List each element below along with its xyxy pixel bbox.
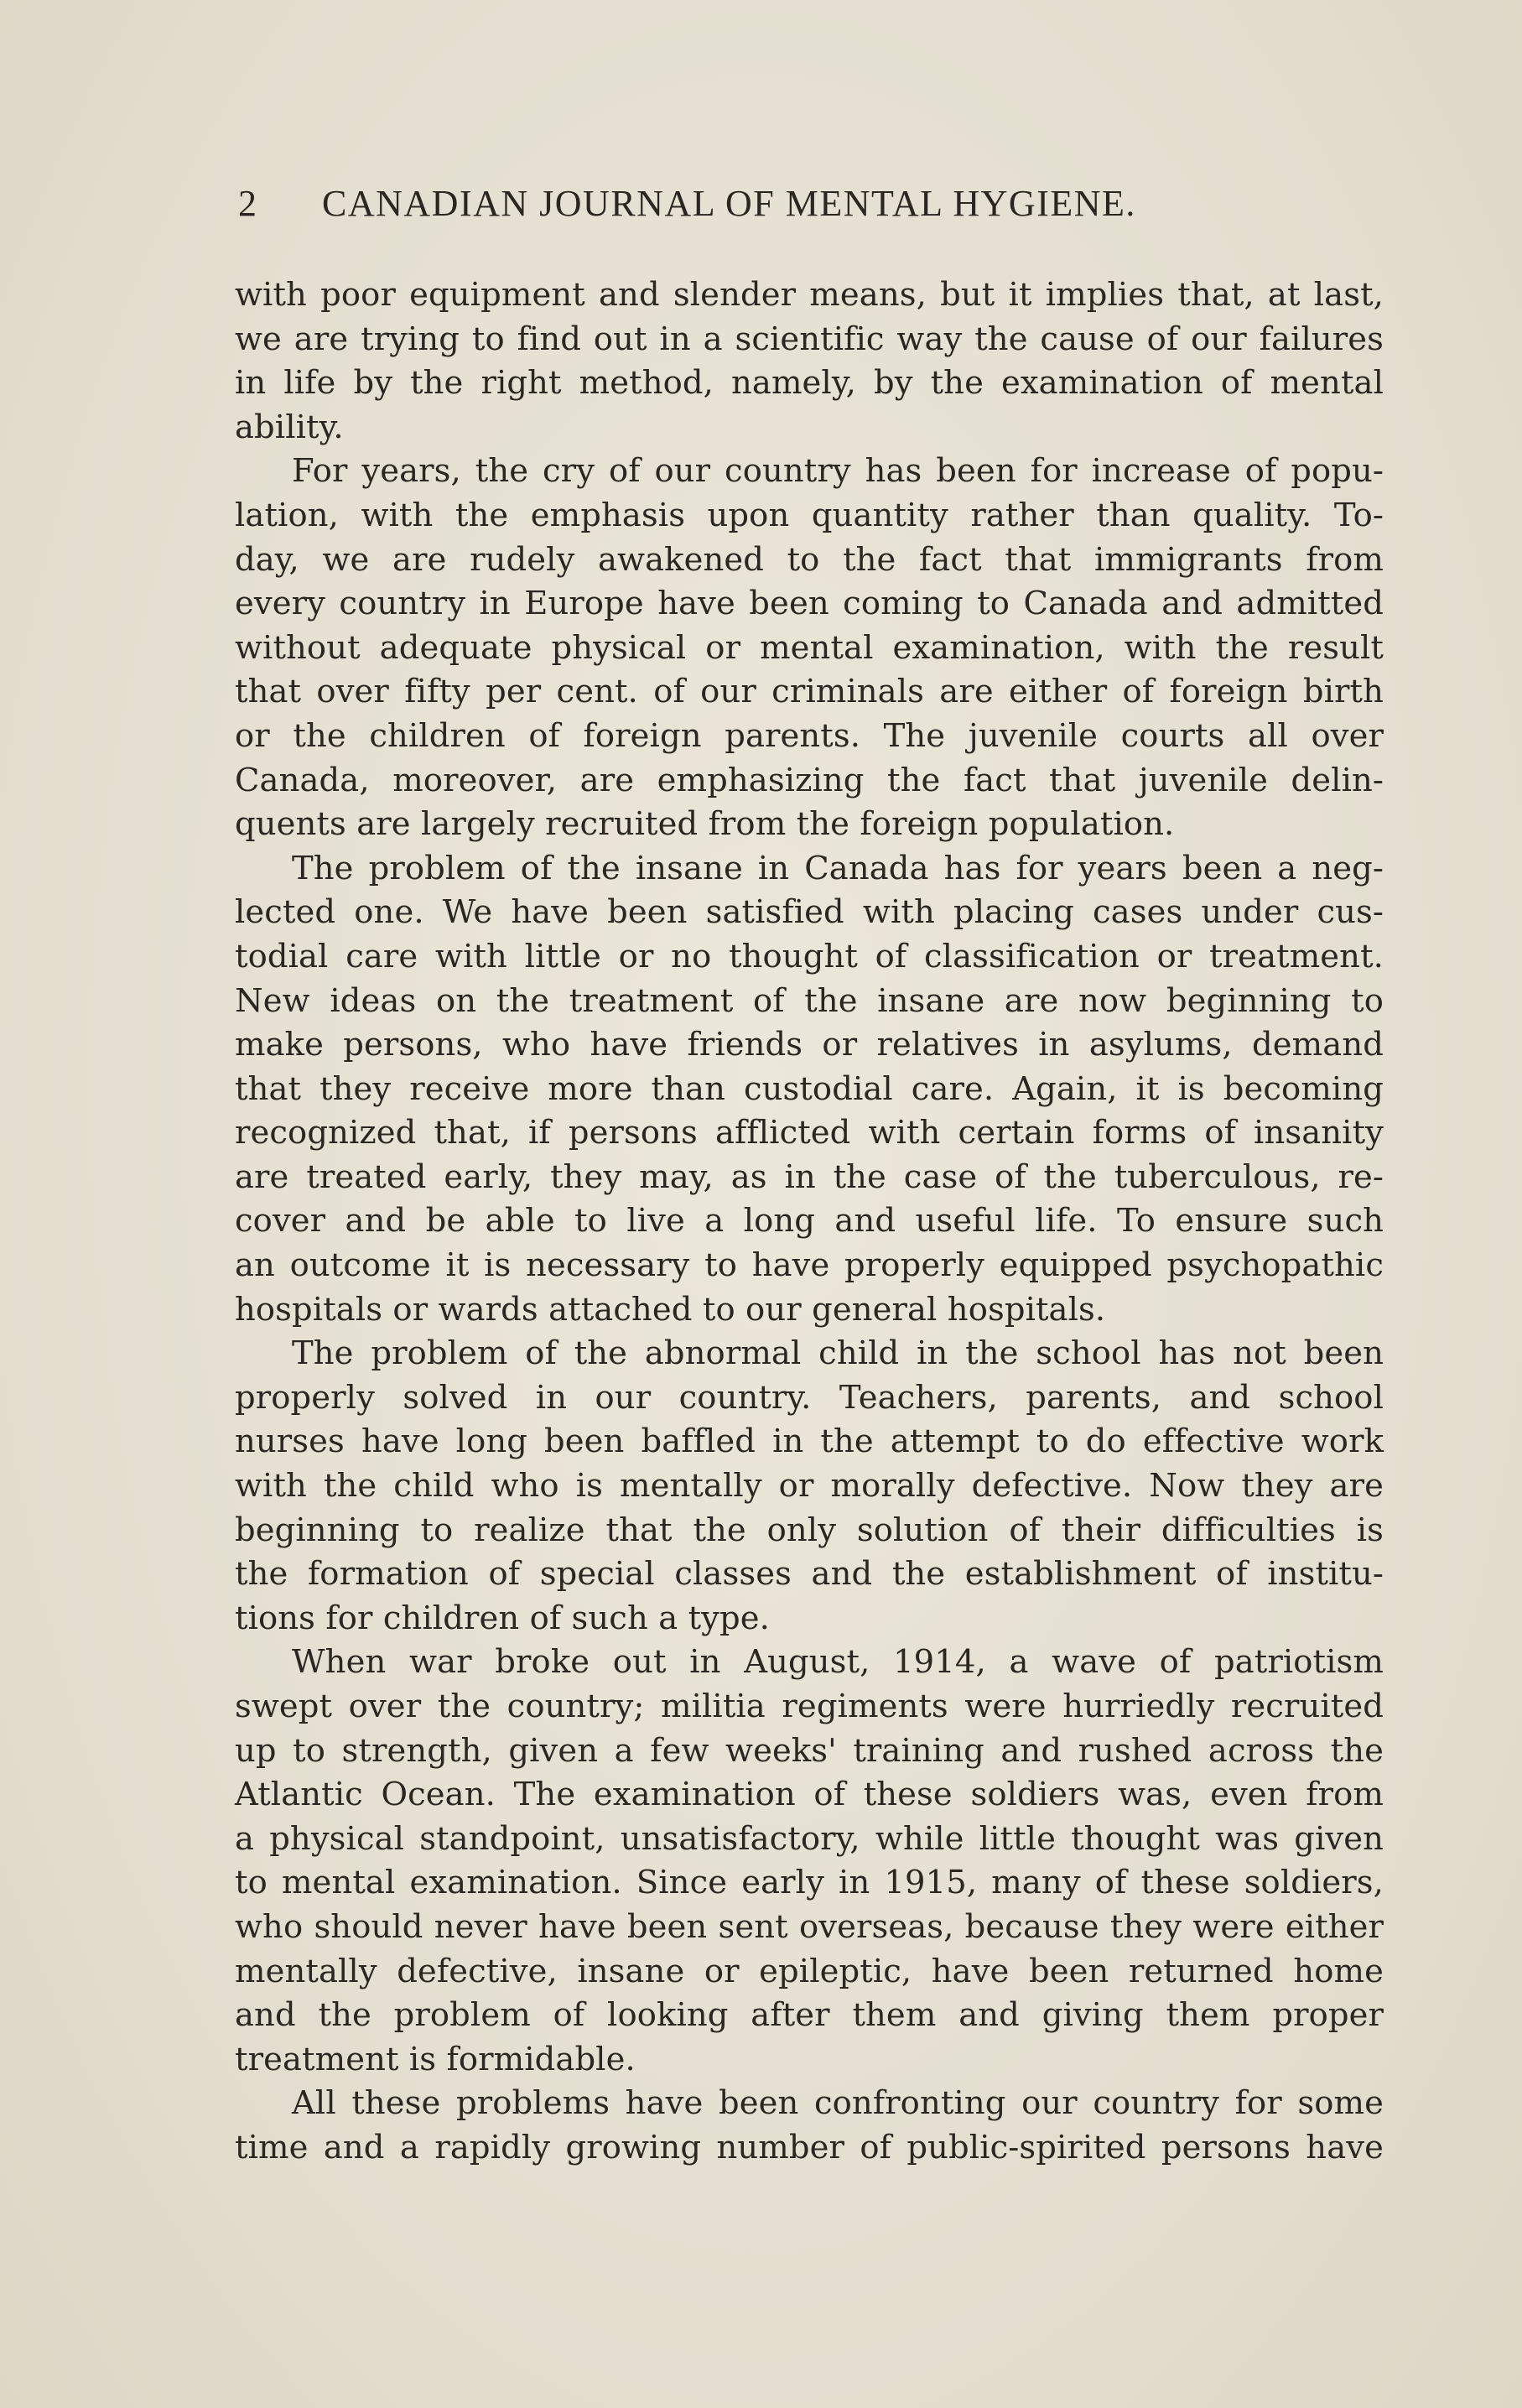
text-line: Canada, moreover, are emphasizing the fact that juvenile delin-: [235, 761, 1384, 799]
text-line: treatment is formidable.: [235, 2040, 636, 2078]
text-line: New ideas on the treatment of the insane are now beginning to: [235, 981, 1384, 1020]
text-line: day, we are rudely awakened to the fact that immigrants from: [235, 540, 1384, 579]
text-line: ability.: [235, 408, 344, 446]
paragraph: [235, 450, 1384, 846]
paragraph: [235, 1641, 1384, 2082]
text-line: the formation of special classes and the establishment of institu-: [235, 1555, 1384, 1594]
text-line: every country in Europe have been coming to Canada and admitted: [235, 585, 1384, 623]
text-line: time and a rapidly growing number of public-spirited persons have: [235, 2128, 1384, 2166]
paragraph: [235, 1332, 1384, 1641]
text-line: that over fifty per cent. of our criminals are either of foreign birth: [235, 673, 1384, 711]
text-line: All these problems have been confronting our country for some: [292, 2084, 1384, 2123]
text-line: with poor equipment and slender means, but it implies that, at last,: [235, 276, 1384, 314]
text-line: recognized that, if persons afflicted with certain forms of insanity: [235, 1114, 1384, 1152]
text-line: to mental examination. Since early in 1915, many of these soldiers,: [235, 1864, 1384, 1902]
text-line: quents are largely recruited from the foreign population.: [235, 805, 1175, 844]
text-line: beginning to realize that the only solution of their difficulties is: [235, 1511, 1384, 1549]
text-line: without adequate physical or mental examination, with the result: [235, 628, 1384, 667]
text-line: mentally defective, insane or epileptic, have been returned home: [235, 1952, 1384, 1990]
text-line: Atlantic Ocean. The examination of these soldiers was, even from: [235, 1776, 1384, 1814]
text-line: with the child who is mentally or morally defective. Now they are: [235, 1467, 1384, 1506]
paragraph: [235, 2082, 1384, 2170]
text-line: lected one. We have been satisfied with placing cases under cus-: [235, 893, 1384, 932]
text-line: we are trying to find out in a scientific way the cause of our failures: [235, 320, 1384, 358]
text-line: properly solved in our country. Teachers, parents, and school: [235, 1378, 1384, 1417]
text-line: a physical standpoint, unsatisfactory, while little thought was given: [235, 1819, 1384, 1858]
text-line: that they receive more than custodial care. Again, it is becoming: [235, 1069, 1384, 1108]
text-line: are treated early, they may, as in the case of the tuberculous, re-: [235, 1157, 1384, 1196]
text-line: hospitals or wards attached to our general hospitals.: [235, 1290, 1106, 1329]
text-line: in life by the right method, namely, by the examination of mental: [235, 364, 1384, 403]
running-header: [238, 182, 1379, 232]
text-line: and the problem of looking after them and giving them proper: [235, 1996, 1384, 2035]
text-line: The problem of the abnormal child in the school has not been: [292, 1334, 1384, 1373]
body-text: [235, 273, 1384, 2171]
text-line: up to strength, given a few weeks' training and rushed across the: [235, 1731, 1384, 1770]
text-line: For years, the cry of our country has been for increase of popu-: [292, 452, 1384, 491]
text-line: todial care with little or no thought of classification or treatment.: [235, 937, 1384, 975]
text-line: nurses have long been baffled in the attempt to do effective work: [235, 1422, 1384, 1461]
text-line: The problem of the insane in Canada has for years been a neg-: [292, 849, 1384, 887]
journal-title: CANADIAN JOURNAL OF MENTAL HYGIENE.: [322, 183, 1136, 224]
paragraph: [235, 847, 1384, 1333]
text-line: who should never have been sent overseas, because they were either: [235, 1907, 1384, 1946]
text-line: or the children of foreign parents. The juvenile courts all over: [235, 716, 1384, 755]
text-line: an outcome it is necessary to have properly equipped psychopathic: [235, 1246, 1384, 1285]
text-line: make persons, who have friends or relatives in asylums, demand: [235, 1026, 1384, 1064]
text-line: tions for children of such a type.: [235, 1599, 770, 1637]
text-line: cover and be able to live a long and useful life. To ensure such: [235, 1202, 1384, 1240]
page-number: 2: [238, 183, 257, 224]
text-line: lation, with the emphasis upon quantity rather than quality. To-: [235, 496, 1384, 534]
text-line: swept over the country; militia regiments were hurriedly recruited: [235, 1688, 1384, 1725]
paragraph: [235, 273, 1384, 450]
text-line: When war broke out in August, 1914, a wave of patriotism: [292, 1643, 1384, 1682]
